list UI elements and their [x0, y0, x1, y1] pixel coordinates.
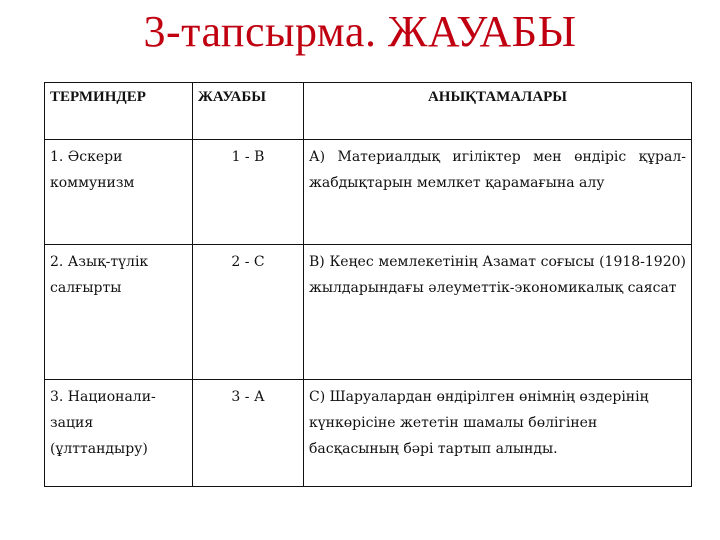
definition-cell: С) Шаруалардан өндірілген өнімнің өздерінің күнкөрісіне жететін шамалы бөлігінен басқасының бәрі тартып алынды.	[304, 380, 692, 487]
answer-cell: 3 - А	[193, 380, 304, 487]
header-answer: ЖАУАБЫ	[193, 83, 304, 140]
page-title: 3-тапсырма. ЖАУАБЫ	[143, 7, 577, 56]
table-row	[45, 245, 692, 380]
header-terms: ТЕРМИНДЕР	[45, 83, 193, 140]
table-header-row	[45, 83, 692, 140]
header-definitions: АНЫҚТАМАЛАРЫ	[304, 83, 692, 140]
definition-cell: В) Кеңес мемлекетінің Азамат соғысы (1918-1920) жылдарындағы әлеуметтік-экономикалық саясат	[304, 245, 692, 380]
answer-cell: 1 - В	[193, 140, 304, 245]
term-cell: 2. Азық-түлік салғырты	[45, 245, 193, 380]
definition-cell: А) Материалдық игіліктер мен өндіріс құрал-жабдықтарын мемлкет қарамағына алу	[304, 140, 692, 245]
term-cell: 1. Әскери коммунизм	[45, 140, 193, 245]
term-cell: 3. Национали-зация (ұлттандыру)	[45, 380, 193, 487]
table-row	[45, 140, 692, 245]
answer-cell: 2 - С	[193, 245, 304, 380]
answers-table	[44, 82, 692, 487]
table-row	[45, 380, 692, 487]
